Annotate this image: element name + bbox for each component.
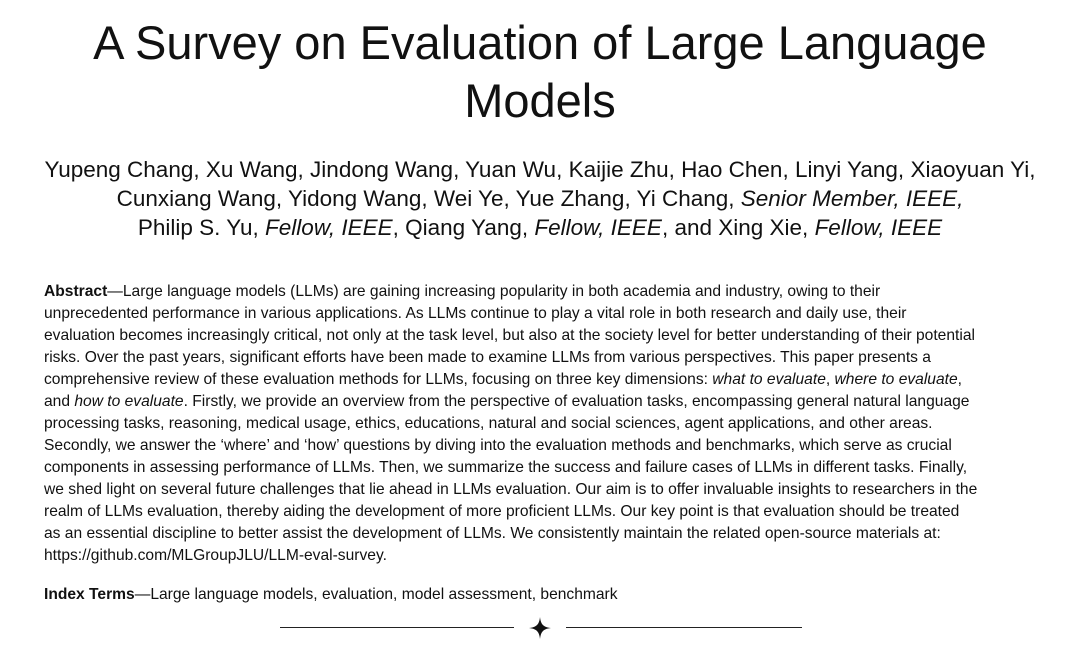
index-terms-label: Index Terms [44,586,135,603]
abstract-emphasis: where to evaluate [834,371,958,388]
abstract-line: we shed light on several future challenges that lie ahead in LLMs evaluation. Our aim is to offer invaluable insights to researchers in the [44,481,978,498]
author-affiliation: Fellow, IEEE [534,215,662,240]
author-line-1: Yupeng Chang, Xu Wang, Jindong Wang, Yuan Wu, Kaijie Zhu, Hao Chen, Linyi Yang, Xiaoyuan Yi, [44,157,1036,182]
paper-title-line-1: A Survey on Evaluation of Large Language [93,16,987,69]
abstract-line: Secondly, we answer the ‘where’ and ‘how’ questions by diving into the evaluation methods and benchmarks, which serve as crucial [44,437,952,454]
abstract-text: —Large language models (LLMs) are gaining increasing popularity in both academia and industry, owing to their [107,283,881,300]
divider-rule-right [566,627,802,628]
abstract-url-line: https://github.com/MLGroupJLU/LLM-eval-survey. [44,547,387,564]
abstract-line: processing tasks, reasoning, medical usage, ethics, educations, natural and social sciences, agent applications, and other areas. [44,415,933,432]
author-name: Philip S. Yu, [137,215,266,240]
abstract-text: and [44,393,75,410]
abstract-line: as an essential discipline to better assist the development of LLMs. We consistently maintain the related open-source materials at: [44,525,941,542]
author-list [20,155,1060,242]
section-divider [280,616,802,640]
abstract-line: unprecedented performance in various applications. As LLMs continue to play a vital role in both research and daily use, their [44,305,907,322]
author-affiliation: Fellow, IEEE [265,215,393,240]
index-terms-text: —Large language models, evaluation, model assessment, benchmark [134,586,618,603]
abstract-line [44,281,1044,303]
abstract-text: comprehensive review of these evaluation methods for LLMs, focusing on three key dimensions: [44,371,713,388]
author-name: , and Xing Xie, [661,215,815,240]
author-names-2: Cunxiang Wang, Yidong Wang, Wei Ye, Yue Zhang, Yi Chang, [116,186,741,211]
author-affiliation: Senior Member, IEEE, [740,186,964,211]
abstract-line: risks. Over the past years, significant efforts have been made to examine LLMs from various perspectives. This paper presents a [44,349,931,366]
diamond-star-icon [528,616,552,640]
abstract-line: components in assessing performance of LLMs. Then, we summarize the success and failure cases of LLMs in different tasks. Finally, [44,459,968,476]
author-line-2 [20,184,1060,213]
abstract-line [44,391,1044,413]
divider-rule-left [280,627,514,628]
abstract-emphasis: what to evaluate [712,371,826,388]
abstract [44,281,1044,567]
abstract-text: , [957,371,962,388]
paper-title [0,14,1080,130]
author-name: , Qiang Yang, [392,215,535,240]
author-affiliation: Fellow, IEEE [814,215,943,240]
abstract-label: Abstract [44,283,108,300]
abstract-line [44,369,1044,391]
abstract-line: evaluation becomes increasingly critical, not only at the task level, but also at the society level for better understanding of their potential [44,327,975,344]
abstract-text: . Firstly, we provide an overview from the perspective of evaluation tasks, encompassing general natural language [183,393,970,410]
abstract-text: , [825,371,835,388]
author-line-3 [20,213,1060,242]
index-terms [44,584,1044,606]
abstract-emphasis: how to evaluate [74,393,184,410]
abstract-line: realm of LLMs evaluation, thereby aiding the development of more proficient LLMs. Our key point is that evaluation should be treated [44,503,960,520]
paper-title-line-2: Models [464,74,616,127]
